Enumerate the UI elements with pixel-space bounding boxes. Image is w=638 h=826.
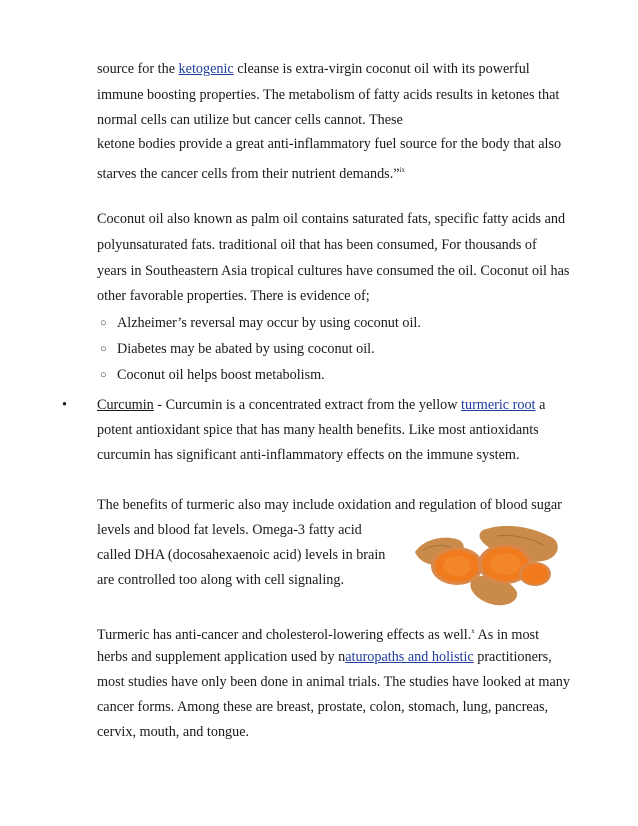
text: As in most [474, 627, 540, 643]
turmeric-root-image [413, 522, 561, 608]
p3-line-2: levels and blood fat levels. Omega-3 fatty acid [97, 522, 362, 538]
p4-line-5: cervix, mouth, and tongue. [97, 724, 250, 740]
p3-line-3: called DHA (docosahexaenoic acid) levels in brain [97, 547, 386, 563]
curcumin-term[interactable]: Curcumin [97, 397, 154, 413]
p4-line-3: most studies have only been done in animal trials. The studies have looked at many [97, 674, 570, 690]
p2-line-1: Coconut oil also known as palm oil contains saturated fats, specific fatty acids and [97, 211, 566, 227]
p2-line-2: polyunsaturated fats. traditional oil that has been consumed, For thousands of [97, 237, 537, 253]
p1-line-1 [97, 60, 530, 78]
p1-line-4: ketone bodies provide a great anti-inflammatory fuel source for the body that also [97, 136, 562, 152]
p1-line-5 [97, 161, 405, 183]
turmeric-illustration [413, 522, 561, 608]
sub-bullet-icon: ○ [100, 369, 107, 381]
text: herbs and supplement application used by n [97, 649, 346, 665]
p3-line-4: are controlled too along with cell signaling. [97, 572, 345, 588]
text: cleanse is extra-virgin coconut oil with its powerful [233, 61, 530, 77]
turmeric-root-link[interactable]: turmeric root [461, 397, 536, 413]
ketogenic-link[interactable]: ketogenic [178, 61, 234, 77]
p4-line-4: cancer forms. Among these are breast, prostate, colon, stomach, lung, pancreas, [97, 699, 549, 715]
curcumin-line-1 [97, 396, 545, 414]
sub-bullet-icon: ○ [100, 343, 107, 355]
text: source for the [97, 61, 179, 77]
p4-line-2 [97, 648, 552, 666]
footnote-ref-x[interactable]: x [471, 627, 475, 635]
text: starves the cancer cells from their nutrient demands.” [97, 166, 400, 182]
p1-line-3: normal cells can utilize but cancer cells cannot. These [97, 112, 403, 128]
curcumin-line-3: curcumin has significant anti-inflammatory effects on the immune system. [97, 447, 520, 463]
footnote-ref-ix[interactable]: ix [399, 166, 405, 174]
sub-list-item: Coconut oil helps boost metabolism. [117, 367, 325, 383]
p2-line-4: other favorable properties. There is evidence of; [97, 288, 370, 304]
p4-line-1 [97, 622, 539, 644]
sub-bullet-icon: ○ [100, 317, 107, 329]
bullet-icon: • [62, 397, 67, 413]
p1-line-2: immune boosting properties. The metabolism of fatty acids results in ketones that [97, 87, 560, 103]
naturopaths-holistic-link[interactable]: aturopaths and holistic [345, 649, 474, 665]
text: Turmeric has anti-cancer and cholesterol-lowering effects as well. [97, 627, 472, 643]
p2-line-3: years in Southeastern Asia tropical cultures have consumed the oil. Coconut oil has [97, 263, 570, 279]
sub-list-item: Diabetes may be abated by using coconut oil. [117, 341, 375, 357]
sub-list-item: Alzheimer’s reversal may occur by using coconut oil. [117, 315, 421, 331]
curcumin-line-2: potent antioxidant spice that has many health benefits. Like most antioxidants [97, 422, 539, 438]
text: - Curcumin is a concentrated extract from the yellow [153, 397, 462, 413]
text: practitioners, [473, 649, 552, 665]
text: a [535, 397, 546, 413]
p3-line-1: The benefits of turmeric also may include oxidation and regulation of blood sugar [97, 497, 562, 513]
